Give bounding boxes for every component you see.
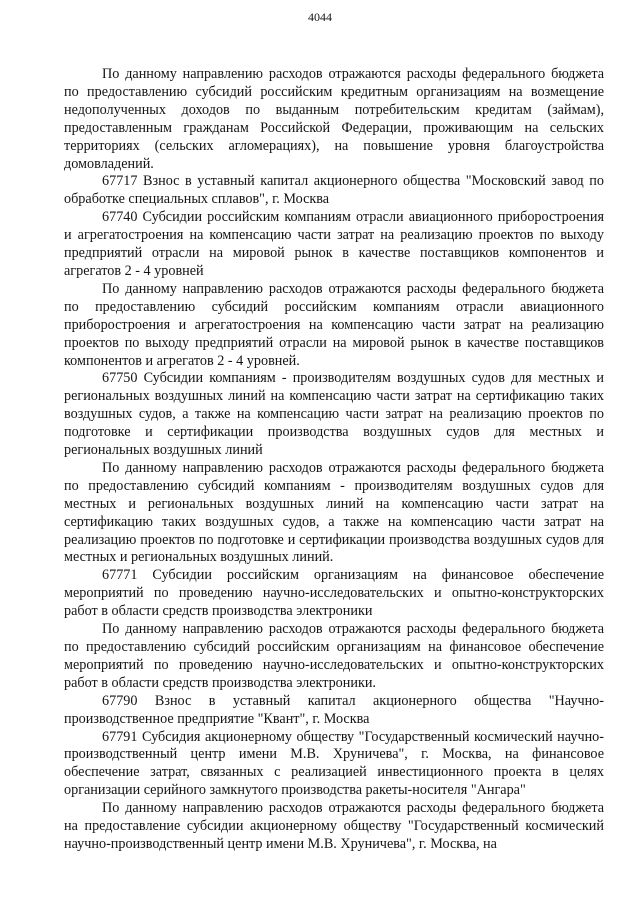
document-body	[64, 66, 604, 854]
paragraph-67771-description: По данному направлению расходов отражаются расходы федерального бюджета по предоставлению субсидий российским организациям на финансовое обеспечение мероприятий по проведению научно-исследовательских и опытно-конструкторских работ в области средств производства электроники.	[64, 621, 604, 691]
paragraph-code-67791: 67791 Субсидия акционерному обществу "Государственный космический научно-производственный центр имени М.В. Хруничева", г. Москва, на финансовое обеспечение затрат, связанных с реализацией инвестиционного проекта в целях организации серийного замкнутого производства ракеты-носителя "Ангара"	[64, 728, 604, 799]
paragraph-code-67790: 67790 Взнос в уставный капитал акционерного общества "Научно-производственное предприятие "Квант", г. Москва	[64, 692, 604, 727]
paragraph-code-67771: 67771 Субсидии российским организациям на финансовое обеспечение мероприятий по проведению научно-исследовательских и опытно-конструкторских работ в области средств производства электроники	[64, 567, 604, 620]
paragraph-funding-rural-credit-description: По данному направлению расходов отражаются расходы федерального бюджета по предоставлению субсидий российским кредитным организациям на возмещение недополученных доходов по выданным потребительским кредитам (займам), предоставленным гражданам Российской Федерации, проживающим на сельских территориях (сельских агломерациях), на повышение уровня благоустройства домовладений.	[64, 66, 604, 172]
paragraph-code-67717: 67717 Взнос в уставный капитал акционерного общества "Московский завод по обработке специальных сплавов", г. Москва	[64, 173, 604, 208]
paragraph-67740-description: По данному направлению расходов отражаются расходы федерального бюджета по предоставлению субсидий российским компаниям отрасли авиационного приборостроения и агрегатостроения на компенсацию части затрат на реализацию проектов по выходу предприятий отрасли на мировой рынок в качестве поставщиков компонентов и агрегатов 2 - 4 уровней.	[64, 280, 604, 369]
paragraph-67791-description: По данному направлению расходов отражаются расходы федерального бюджета на предоставление субсидии акционерному обществу "Государственный космический научно-производственный центр имени М.В. Хруничева", г. Москва, на	[64, 800, 604, 852]
page-number: 4044	[308, 10, 332, 24]
paragraph-67750-description: По данному направлению расходов отражаются расходы федерального бюджета по предоставлению субсидий компаниям - производителям воздушных судов для местных и региональных воздушных линий на компенсацию части затрат на сертификацию таких воздушных судов, а также на компенсацию части затрат на реализацию проектов по подготовке и сертификации производства воздушных судов для местных и региональных воздушных линий.	[64, 459, 604, 566]
paragraph-code-67750: 67750 Субсидии компаниям - производителям воздушных судов для местных и региональных воздушных линий на компенсацию части затрат на сертификацию таких воздушных судов, а также на компенсацию части затрат на реализацию проектов по подготовке и сертификации производства воздушных судов для местных и региональных воздушных линий	[64, 370, 604, 459]
paragraph-code-67740: 67740 Субсидии российским компаниям отрасли авиационного приборостроения и агрегатостроения на компенсацию части затрат на реализацию проектов по выходу предприятий отрасли на мировой рынок в качестве поставщиков компонентов и агрегатов 2 - 4 уровней	[64, 209, 604, 279]
